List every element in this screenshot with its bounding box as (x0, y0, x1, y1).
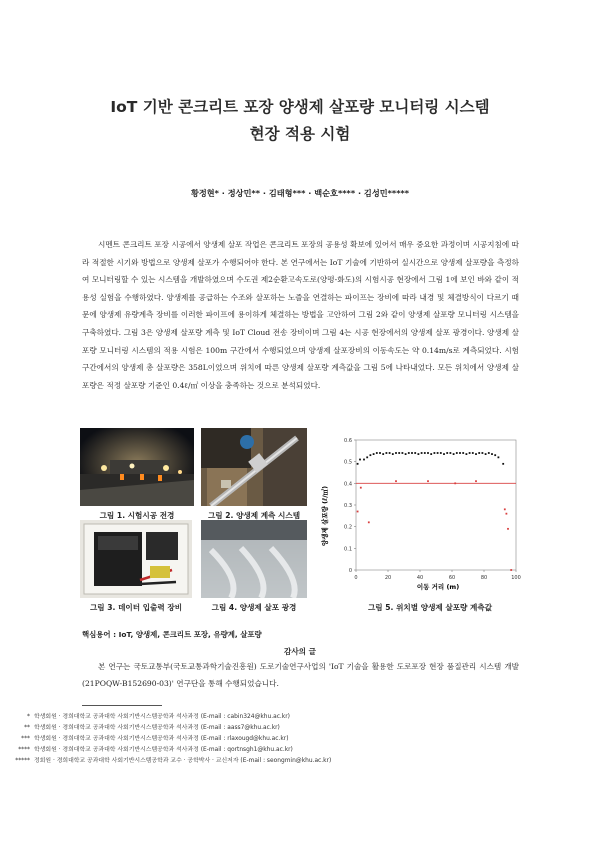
data-point-series-1 (411, 452, 413, 454)
data-point-series-1 (424, 452, 426, 454)
data-point-series-2 (504, 508, 506, 510)
footnote-text: 학생회원 · 경희대학교 공과대학 사회기반시스템공학과 석사과정 (E-mail : aass7@khu.ac.kr) (34, 725, 280, 731)
acknowledgement-title: 감사의 글 (284, 647, 316, 656)
x-tick-label: 20 (384, 575, 392, 581)
paper-title-line2: 현장 적용 시험 (249, 125, 351, 143)
footnote-3 (0, 733, 289, 742)
figure-2-caption: 그림 2. 양생제 계측 시스템 (207, 511, 301, 520)
abstract-paragraph: 시멘트 콘크리트 포장 시공에서 양생제 살포 작업은 콘크리트 포장의 공용성 확보에 있어서 매우 중요한 과정이며 시공지침에 따라 적절한 시기와 방법으로 양생제 살포가 수행되어야 한다. 본 연구에서는 IoT 기술에 기반하여 실시간으로 양생제 살포량을 측정하여 모니터링할 수 있는 시스템을 개발하였으며 수도권 제2순환고속도로(양평-화도)의 시험시공 현장에서 그림 1에 보인 바와 같이 적용성 실험을 수행하였다. 양생제를 공급하는 수조와 살포하는 노즐을 연결하는 파이프는 장비에 따라 내경 및 체결방식이 다르기 때문에 양생제 유량계측 장비를 이러한 파이프에 용이하게 체결하는 방법을 고안하여 그림 2와 같이 양생제 살포량 모니터링 시스템을 구축하였다. 그림 3은 양생제 살포량 계측 및 IoT Cloud 전송 장비이며 그림 4는 시공 현장에서의 양생제 살포 광경이다. 양생제 살포량 모니터링 시스템의 적용 시험은 100m 구간에서 수행되었으며 양생제 살포장비의 이동속도는 약 0.14m/s로 계측되었다. 시험 구간에서의 양생제 총 살포량은 358L이었으며 위치에 따른 양생제 살포량 계측값을 그림 5에 나타내었다. 모든 위치에서 양생제 살포량은 적정 살포량 기준인 0.4ℓ/㎡ 이상을 충족하는 것으로 분석되었다. (82, 240, 519, 390)
footnote-5 (0, 755, 331, 764)
data-point-series-1 (437, 452, 439, 454)
data-point-series-1 (427, 452, 429, 454)
figure-3-photo (80, 520, 192, 598)
chart-frame (356, 440, 516, 570)
y-tick-label: 0.6 (344, 438, 352, 444)
data-point-series-1 (488, 452, 490, 454)
data-point-series-2 (454, 482, 456, 484)
figure-1-caption: 그림 1. 시험시공 전경 (99, 511, 175, 520)
data-point-series-1 (498, 456, 500, 458)
data-point-series-1 (472, 452, 474, 454)
acknowledgement-text: 본 연구는 국토교통부(국토교통과학기술진흥원) 도로기술연구사업의 'IoT 기술을 활용한 도로포장 현장 품질관리 시스템 개발(21POQW-B152690-03)' 연구단을 통해 수행되었습니다. (82, 662, 519, 688)
figure-3-caption: 그림 3. 데이터 입출력 장비 (89, 603, 183, 612)
data-point-series-2 (475, 480, 477, 482)
figure-5-caption: 그림 5. 위치별 양생제 살포량 계측값 (367, 603, 493, 612)
chart-y-axis-label: 양생제 살포량 (ℓ/㎡) (321, 485, 329, 547)
footnote-1 (0, 711, 290, 720)
y-tick-label: 0.3 (344, 503, 352, 509)
footnote-text: 정회원 · 경희대학교 공과대학 사회기반시스템공학과 교수 · 공학박사 · 교신저자 (E-mail : seongmin@khu.ac.kr) (34, 758, 332, 764)
data-point-series-1 (373, 453, 375, 455)
data-point-series-2 (360, 487, 362, 489)
footnote-text: 학생회원 · 경희대학교 공과대학 사회기반시스템공학과 석사과정 (E-mail : cabin324@khu.ac.kr) (34, 714, 290, 720)
footnote-mark: * (27, 714, 30, 720)
y-tick-label: 0.5 (344, 459, 352, 466)
data-point-series-1 (443, 453, 445, 455)
data-point-series-1 (450, 452, 452, 454)
data-point-series-1 (485, 453, 487, 455)
data-point-series-1 (366, 456, 368, 458)
y-tick-label: 0 (348, 568, 352, 574)
data-point-series-1 (456, 452, 458, 454)
data-point-series-2 (510, 569, 512, 571)
data-point-series-1 (491, 453, 493, 455)
figure-4-caption: 그림 4. 양생제 살포 광경 (211, 603, 297, 612)
figure-5-chart (318, 430, 524, 602)
data-point-series-1 (376, 452, 378, 454)
data-point-series-1 (379, 452, 381, 454)
data-point-series-1 (392, 453, 394, 455)
data-point-series-1 (386, 452, 388, 454)
data-point-series-2 (368, 521, 370, 523)
data-point-series-2 (506, 513, 508, 515)
data-point-series-1 (462, 452, 464, 454)
footnote-divider (82, 705, 162, 706)
data-point-series-1 (440, 452, 442, 454)
data-point-series-1 (408, 452, 410, 454)
data-point-series-1 (478, 452, 480, 454)
y-tick-label: 0.1 (344, 546, 352, 553)
chart-plot-area (344, 438, 521, 581)
data-point-series-1 (475, 453, 477, 455)
data-point-series-1 (459, 452, 461, 454)
data-point-series-1 (405, 453, 407, 455)
data-point-series-1 (363, 459, 365, 461)
data-point-series-1 (402, 452, 404, 454)
x-tick-label: 100 (511, 575, 521, 581)
footnote-text: 학생회원 · 경희대학교 공과대학 사회기반시스템공학과 석사과정 (E-mail : qortnsgh1@khu.ac.kr) (34, 747, 293, 753)
data-point-series-1 (357, 463, 359, 465)
data-point-series-1 (395, 452, 397, 454)
data-point-series-1 (430, 453, 432, 455)
data-point-series-1 (466, 453, 468, 455)
chart-x-axis-label: 이동 거리 (m) (416, 583, 460, 591)
x-tick-label: 80 (480, 575, 488, 581)
data-point-series-1 (398, 452, 400, 454)
figure-4-photo (201, 520, 307, 598)
footnote-mark: ** (24, 725, 30, 731)
data-point-series-1 (502, 463, 504, 465)
data-point-series-1 (482, 452, 484, 454)
data-point-series-1 (418, 453, 420, 455)
footnote-mark: *** (21, 736, 30, 742)
data-point-series-1 (382, 453, 384, 455)
data-point-series-1 (494, 454, 496, 456)
data-point-series-1 (370, 454, 372, 456)
data-point-series-1 (453, 453, 455, 455)
data-point-series-1 (469, 452, 471, 454)
author-list: 황정현* · 정상민** · 김태형*** · 백순호**** · 김성민***** (190, 188, 410, 198)
footnote-mark: **** (18, 747, 30, 753)
paper-title-line1: IoT 기반 콘크리트 포장 양생제 살포량 모니터링 시스템 (110, 98, 490, 116)
x-tick-label: 0 (354, 575, 358, 581)
data-point-series-2 (507, 528, 509, 530)
y-tick-label: 0.4 (344, 481, 352, 488)
data-point-series-2 (395, 480, 397, 482)
data-point-series-1 (359, 459, 361, 461)
x-tick-label: 40 (416, 575, 424, 581)
y-tick-label: 0.2 (344, 524, 352, 531)
footnote-mark: ***** (15, 758, 30, 764)
data-point-series-1 (414, 452, 416, 454)
figure-1-photo (80, 428, 194, 506)
footnote-4 (0, 744, 293, 753)
figure-2-photo (201, 428, 307, 506)
keywords: 핵심용어 : IoT, 양생제, 콘크리트 포장, 유량계, 살포량 (82, 630, 262, 639)
data-point-series-1 (446, 452, 448, 454)
footnote-text: 학생회원 · 경희대학교 공과대학 사회기반시스템공학과 석사과정 (E-mail : rlaxougd@khu.ac.kr) (34, 736, 289, 742)
data-point-series-1 (421, 452, 423, 454)
data-point-series-2 (357, 511, 359, 513)
data-point-series-1 (389, 452, 391, 454)
data-point-series-1 (434, 452, 436, 454)
data-point-series-2 (427, 480, 429, 482)
footnote-2 (0, 722, 280, 731)
x-tick-label: 60 (448, 575, 456, 581)
